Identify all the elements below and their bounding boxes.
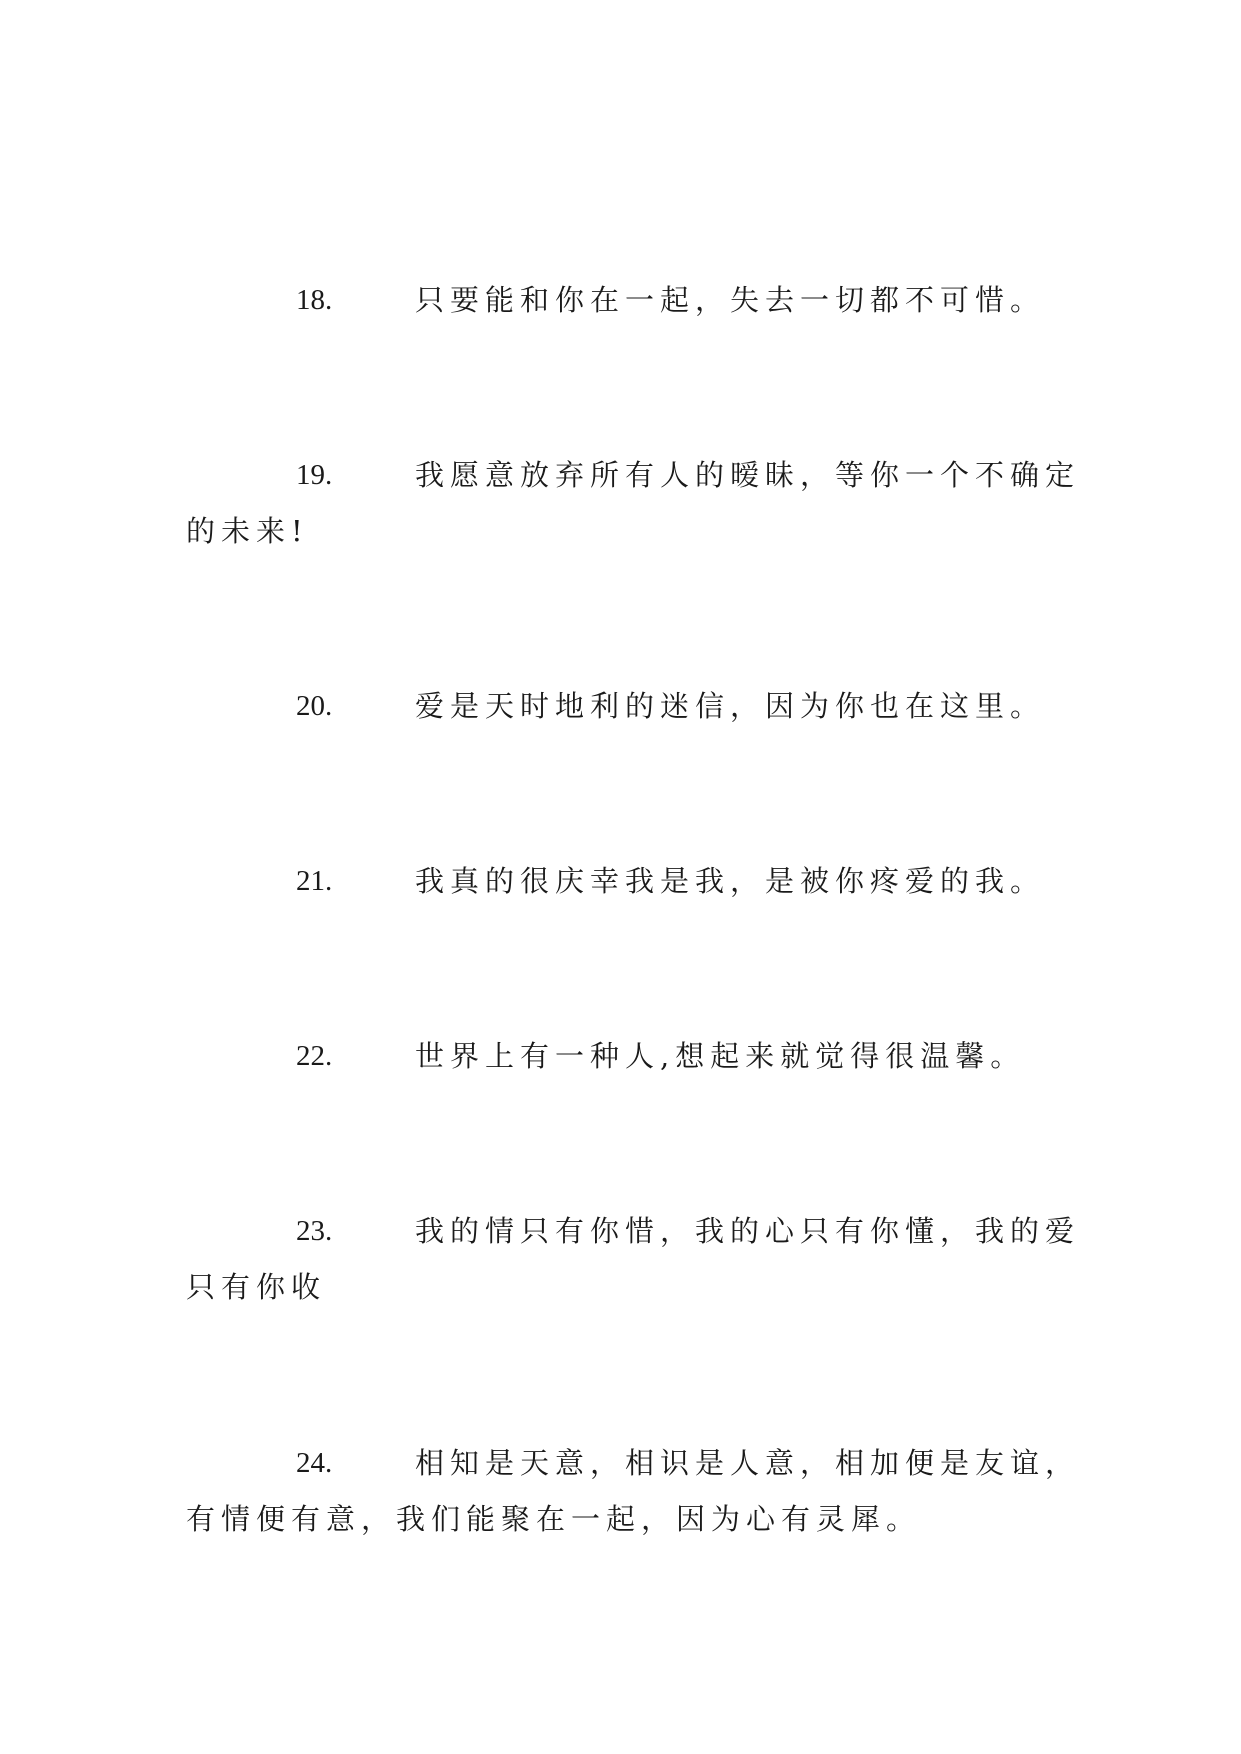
item-text: 我愿意放弃所有人的暧昧，等你一个不确定 <box>415 458 1081 492</box>
item-number: 23. <box>296 1215 333 1247</box>
item-text-continued: 只有你收 <box>186 1270 327 1304</box>
item-text-continued: 有情便有意，我们能聚在一起，因为心有灵犀。 <box>186 1502 922 1536</box>
item-text: 只要能和你在一起，失去一切都不可惜。 <box>415 283 1046 317</box>
item-number: 22. <box>296 1040 333 1072</box>
item-number: 18. <box>296 284 333 316</box>
item-number: 19. <box>296 459 333 491</box>
item-text: 爱是天时地利的迷信，因为你也在这里。 <box>415 689 1046 723</box>
item-text: 我真的很庆幸我是我，是被你疼爱的我。 <box>415 864 1046 898</box>
item-number: 21. <box>296 865 333 897</box>
item-text: 相知是天意，相识是人意，相加便是友谊， <box>415 1446 1081 1480</box>
item-number: 20. <box>296 690 333 722</box>
item-text: 我的情只有你惜，我的心只有你懂，我的爱 <box>415 1214 1081 1248</box>
item-text: 世界上有一种人,想起来就觉得很温馨。 <box>415 1039 1026 1073</box>
item-number: 24. <box>296 1447 333 1479</box>
item-text-continued: 的未来! <box>186 514 309 548</box>
